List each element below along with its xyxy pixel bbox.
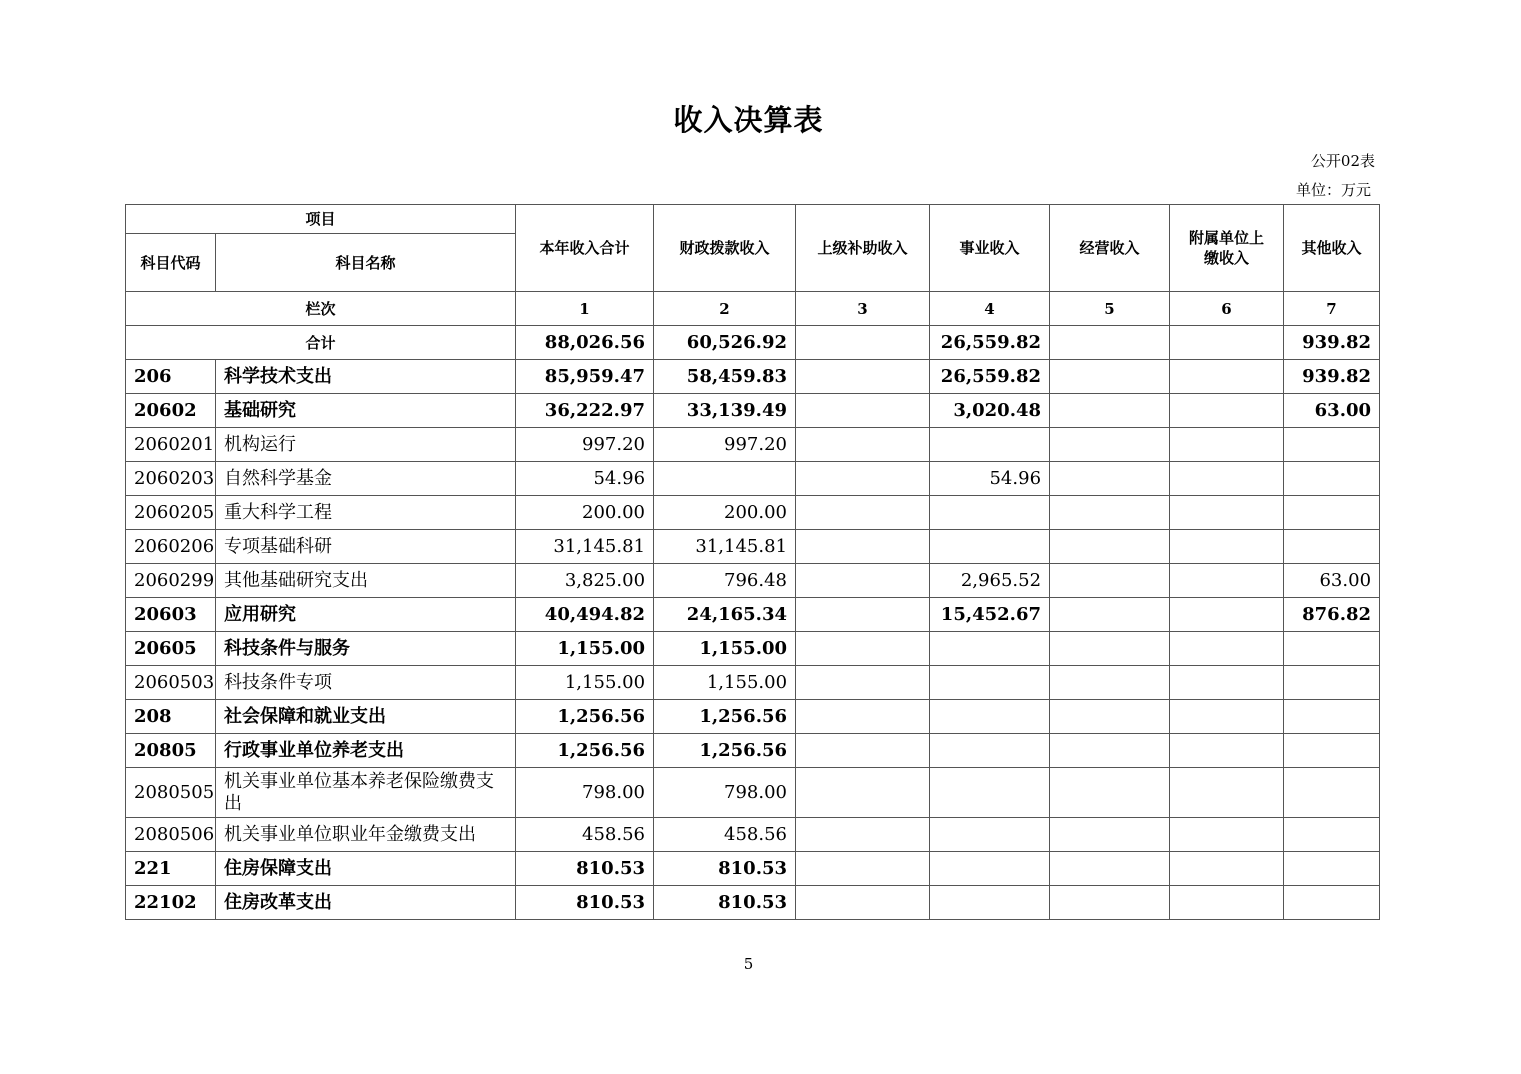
row-value-c6 — [1170, 768, 1284, 818]
row-value-c3 — [796, 700, 930, 734]
row-value-c3 — [796, 598, 930, 632]
row-value-c7 — [1284, 666, 1380, 700]
row-value-c7: 63.00 — [1284, 394, 1380, 428]
row-value-c3 — [796, 428, 930, 462]
row-code: 22102 — [126, 886, 216, 920]
total-value — [1170, 326, 1284, 360]
row-value-c7 — [1284, 428, 1380, 462]
row-value-c4: 54.96 — [930, 462, 1050, 496]
row-value-c1: 1,155.00 — [516, 632, 654, 666]
row-value-c6 — [1170, 818, 1284, 852]
row-value-c7 — [1284, 734, 1380, 768]
row-value-c1: 810.53 — [516, 852, 654, 886]
row-code: 206 — [126, 360, 216, 394]
row-value-c7: 63.00 — [1284, 564, 1380, 598]
row-name: 机构运行 — [216, 428, 516, 462]
header-col3: 上级补助收入 — [796, 205, 930, 292]
row-value-c2: 1,256.56 — [654, 700, 796, 734]
row-value-c2: 1,155.00 — [654, 632, 796, 666]
page-title: 收入决算表 — [673, 103, 824, 137]
table-header — [126, 205, 1380, 360]
table-row — [126, 564, 1380, 598]
row-value-c4 — [930, 666, 1050, 700]
table-row — [126, 666, 1380, 700]
row-value-c5 — [1050, 632, 1170, 666]
income-table — [125, 204, 1380, 920]
row-value-c5 — [1050, 734, 1170, 768]
row-value-c6 — [1170, 852, 1284, 886]
row-value-c3 — [796, 394, 930, 428]
row-value-c6 — [1170, 632, 1284, 666]
row-value-c4 — [930, 428, 1050, 462]
row-name: 住房改革支出 — [216, 886, 516, 920]
row-value-c4: 2,965.52 — [930, 564, 1050, 598]
row-value-c4 — [930, 734, 1050, 768]
row-name: 机关事业单位基本养老保险缴费支出 — [216, 768, 516, 818]
total-value — [796, 326, 930, 360]
row-name: 科技条件与服务 — [216, 632, 516, 666]
row-name: 自然科学基金 — [216, 462, 516, 496]
row-value-c3 — [796, 818, 930, 852]
table-row — [126, 886, 1380, 920]
header-col6: 附属单位上缴收入 — [1170, 205, 1284, 292]
row-value-c6 — [1170, 496, 1284, 530]
row-value-c3 — [796, 666, 930, 700]
row-value-c3 — [796, 768, 930, 818]
row-name: 住房保障支出 — [216, 852, 516, 886]
row-value-c7 — [1284, 462, 1380, 496]
row-value-c7: 876.82 — [1284, 598, 1380, 632]
row-value-c6 — [1170, 886, 1284, 920]
row-code: 2080505 — [126, 768, 216, 818]
column-number: 1 — [516, 292, 654, 326]
row-value-c1: 36,222.97 — [516, 394, 654, 428]
total-value: 88,026.56 — [516, 326, 654, 360]
row-value-c5 — [1050, 818, 1170, 852]
row-value-c4 — [930, 632, 1050, 666]
table-body — [126, 360, 1380, 920]
row-value-c2 — [654, 462, 796, 496]
row-value-c2: 458.56 — [654, 818, 796, 852]
row-value-c6 — [1170, 530, 1284, 564]
total-value: 939.82 — [1284, 326, 1380, 360]
row-name: 应用研究 — [216, 598, 516, 632]
row-value-c5 — [1050, 496, 1170, 530]
total-value — [1050, 326, 1170, 360]
row-value-c5 — [1050, 666, 1170, 700]
row-value-c5 — [1050, 598, 1170, 632]
row-value-c6 — [1170, 666, 1284, 700]
column-number: 2 — [654, 292, 796, 326]
row-value-c2: 1,256.56 — [654, 734, 796, 768]
row-value-c2: 796.48 — [654, 564, 796, 598]
header-col1: 本年收入合计 — [516, 205, 654, 292]
row-name: 科技条件专项 — [216, 666, 516, 700]
row-value-c1: 1,256.56 — [516, 700, 654, 734]
row-value-c6 — [1170, 394, 1284, 428]
table-row — [126, 394, 1380, 428]
row-value-c1: 40,494.82 — [516, 598, 654, 632]
row-value-c7: 939.82 — [1284, 360, 1380, 394]
row-value-c2: 24,165.34 — [654, 598, 796, 632]
row-value-c1: 85,959.47 — [516, 360, 654, 394]
row-value-c1: 3,825.00 — [516, 564, 654, 598]
row-value-c4: 26,559.82 — [930, 360, 1050, 394]
row-value-c4 — [930, 818, 1050, 852]
row-value-c6 — [1170, 700, 1284, 734]
row-value-c7 — [1284, 496, 1380, 530]
row-code: 208 — [126, 700, 216, 734]
row-value-c1: 54.96 — [516, 462, 654, 496]
row-code: 20603 — [126, 598, 216, 632]
row-code: 2060503 — [126, 666, 216, 700]
row-name: 行政事业单位养老支出 — [216, 734, 516, 768]
column-number: 6 — [1170, 292, 1284, 326]
row-value-c2: 810.53 — [654, 852, 796, 886]
table-row — [126, 428, 1380, 462]
header-project: 项目 — [126, 205, 516, 234]
row-value-c6 — [1170, 734, 1284, 768]
row-value-c5 — [1050, 700, 1170, 734]
row-value-c2: 798.00 — [654, 768, 796, 818]
table-row — [126, 818, 1380, 852]
row-value-c3 — [796, 886, 930, 920]
row-value-c6 — [1170, 462, 1284, 496]
row-value-c5 — [1050, 462, 1170, 496]
form-number: 公开02表 — [1310, 152, 1375, 170]
row-value-c3 — [796, 462, 930, 496]
row-value-c4 — [930, 496, 1050, 530]
row-value-c7 — [1284, 530, 1380, 564]
row-code: 2060205 — [126, 496, 216, 530]
header-col2: 财政拨款收入 — [654, 205, 796, 292]
row-value-c7 — [1284, 632, 1380, 666]
table-row — [126, 852, 1380, 886]
row-value-c1: 798.00 — [516, 768, 654, 818]
row-value-c1: 31,145.81 — [516, 530, 654, 564]
header-code: 科目代码 — [126, 234, 216, 292]
header-col7: 其他收入 — [1284, 205, 1380, 292]
row-code: 20605 — [126, 632, 216, 666]
row-value-c4 — [930, 886, 1050, 920]
total-value: 60,526.92 — [654, 326, 796, 360]
row-code: 2060206 — [126, 530, 216, 564]
row-value-c6 — [1170, 360, 1284, 394]
row-value-c4: 3,020.48 — [930, 394, 1050, 428]
row-value-c5 — [1050, 886, 1170, 920]
row-code: 2080506 — [126, 818, 216, 852]
row-code: 2060299 — [126, 564, 216, 598]
row-value-c2: 1,155.00 — [654, 666, 796, 700]
total-value: 26,559.82 — [930, 326, 1050, 360]
row-value-c3 — [796, 852, 930, 886]
row-value-c3 — [796, 496, 930, 530]
table-row — [126, 632, 1380, 666]
row-value-c4 — [930, 530, 1050, 564]
row-value-c5 — [1050, 428, 1170, 462]
table-row — [126, 360, 1380, 394]
row-value-c7 — [1284, 852, 1380, 886]
row-value-c2: 58,459.83 — [654, 360, 796, 394]
row-value-c6 — [1170, 598, 1284, 632]
row-name: 科学技术支出 — [216, 360, 516, 394]
table-row — [126, 496, 1380, 530]
row-code: 2060201 — [126, 428, 216, 462]
row-value-c3 — [796, 632, 930, 666]
row-value-c4 — [930, 768, 1050, 818]
table-row — [126, 462, 1380, 496]
page-number: 5 — [743, 955, 754, 973]
row-value-c1: 997.20 — [516, 428, 654, 462]
row-value-c7 — [1284, 768, 1380, 818]
column-number-label: 栏次 — [126, 292, 516, 326]
row-value-c6 — [1170, 428, 1284, 462]
table-row — [126, 700, 1380, 734]
row-value-c5 — [1050, 768, 1170, 818]
column-number: 5 — [1050, 292, 1170, 326]
table-row — [126, 598, 1380, 632]
row-value-c2: 997.20 — [654, 428, 796, 462]
row-value-c2: 810.53 — [654, 886, 796, 920]
column-number: 4 — [930, 292, 1050, 326]
row-value-c5 — [1050, 360, 1170, 394]
row-name: 社会保障和就业支出 — [216, 700, 516, 734]
row-value-c5 — [1050, 530, 1170, 564]
table-row — [126, 768, 1380, 818]
row-name: 专项基础科研 — [216, 530, 516, 564]
row-value-c3 — [796, 360, 930, 394]
row-value-c5 — [1050, 394, 1170, 428]
row-value-c6 — [1170, 564, 1284, 598]
unit-label: 单位：万元 — [1295, 181, 1371, 199]
row-value-c3 — [796, 734, 930, 768]
header-col4: 事业收入 — [930, 205, 1050, 292]
row-value-c1: 200.00 — [516, 496, 654, 530]
row-value-c4 — [930, 700, 1050, 734]
row-value-c2: 200.00 — [654, 496, 796, 530]
table-row — [126, 734, 1380, 768]
row-value-c2: 31,145.81 — [654, 530, 796, 564]
column-number: 7 — [1284, 292, 1380, 326]
column-number: 3 — [796, 292, 930, 326]
row-value-c1: 1,256.56 — [516, 734, 654, 768]
row-value-c7 — [1284, 886, 1380, 920]
row-name: 其他基础研究支出 — [216, 564, 516, 598]
row-name: 机关事业单位职业年金缴费支出 — [216, 818, 516, 852]
table-row — [126, 530, 1380, 564]
row-name: 重大科学工程 — [216, 496, 516, 530]
row-value-c1: 1,155.00 — [516, 666, 654, 700]
row-value-c7 — [1284, 818, 1380, 852]
row-value-c7 — [1284, 700, 1380, 734]
row-value-c3 — [796, 564, 930, 598]
row-value-c5 — [1050, 852, 1170, 886]
total-label: 合计 — [126, 326, 516, 360]
row-value-c1: 458.56 — [516, 818, 654, 852]
row-code: 20805 — [126, 734, 216, 768]
row-value-c4 — [930, 852, 1050, 886]
row-value-c4: 15,452.67 — [930, 598, 1050, 632]
row-code: 20602 — [126, 394, 216, 428]
row-code: 2060203 — [126, 462, 216, 496]
header-col5: 经营收入 — [1050, 205, 1170, 292]
row-value-c5 — [1050, 564, 1170, 598]
header-name: 科目名称 — [216, 234, 516, 292]
row-value-c3 — [796, 530, 930, 564]
row-code: 221 — [126, 852, 216, 886]
column-number-row — [126, 292, 1380, 326]
total-row — [126, 326, 1380, 360]
row-name: 基础研究 — [216, 394, 516, 428]
row-value-c1: 810.53 — [516, 886, 654, 920]
row-value-c2: 33,139.49 — [654, 394, 796, 428]
